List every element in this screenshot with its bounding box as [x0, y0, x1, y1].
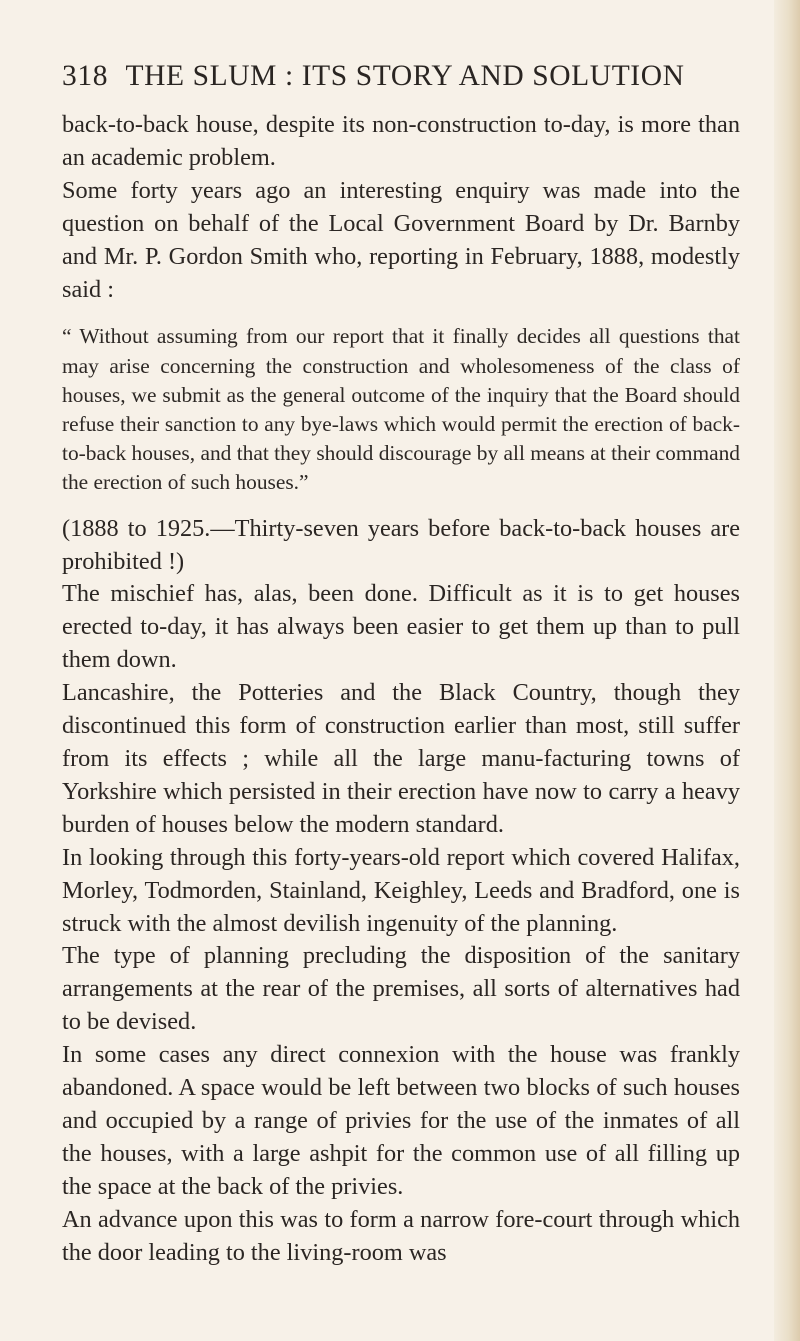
running-header: [62, 58, 740, 106]
body-text-continued: [62, 513, 740, 1270]
page-edge-shadow: [774, 0, 800, 1341]
block-quote: [62, 322, 740, 497]
paragraph: back-to-back house, despite its non-construction to-day, is more than an academic problem.: [62, 111, 740, 171]
paragraph: An advance upon this was to form a narrow fore-court through which the door leading to the living-room was: [62, 1205, 740, 1266]
paragraph: The mischief has, alas, been done. Difficult as it is to get houses erected to-day, it has always been easier to get them up than to pull them down.: [62, 580, 740, 674]
paragraph: In some cases any direct connexion with the house was frankly abandoned. A space would be left between two blocks of such houses and occupied by a range of privies for the use of the inmates of all the houses, with a large ashpit for the common use of all filling up the space at the back of the privies.: [62, 1041, 740, 1200]
running-title: THE SLUM : ITS STORY AND SOLUTION: [125, 60, 685, 92]
paragraph: Some forty years ago an interesting enquiry was made into the question on behalf of the Local Government Board by Dr. Barnby and Mr. P. Gordon Smith who, reporting in February, 1888, modestly said :: [62, 176, 740, 303]
paragraph: In looking through this forty-years-old report which covered Halifax, Morley, Todmorden, Stainland, Keighley, Leeds and Bradford, one is struck with the almost devilish ingenuity of the planning.: [62, 843, 740, 937]
quote-text: “ Without assuming from our report that it finally decides all questions that may arise concerning the construction and wholesomeness of the class of houses, we submit as the general outcome of the inquiry that the Board should refuse their sanction to any bye-laws which would permit the erection of back-to-back houses, and that they should discourage by all means at their command the erection of such houses.”: [62, 324, 740, 495]
body-text: [62, 109, 740, 306]
paragraph: (1888 to 1925.—Thirty-seven years before back-to-back houses are prohibited !): [62, 514, 740, 575]
page-content: [62, 58, 740, 1270]
paragraph: The type of planning precluding the disposition of the sanitary arrangements at the rear of the premises, all sorts of alternatives had to be devised.: [62, 942, 740, 1036]
paragraph: Lancashire, the Potteries and the Black Country, though they discontinued this form of construction earlier than most, still suffer from its effects ; while all the large manu-facturing towns of Yorkshire which persisted in their erection have now to carry a heavy burden of houses below the modern standard.: [62, 679, 740, 838]
page-number: 318: [62, 60, 109, 92]
